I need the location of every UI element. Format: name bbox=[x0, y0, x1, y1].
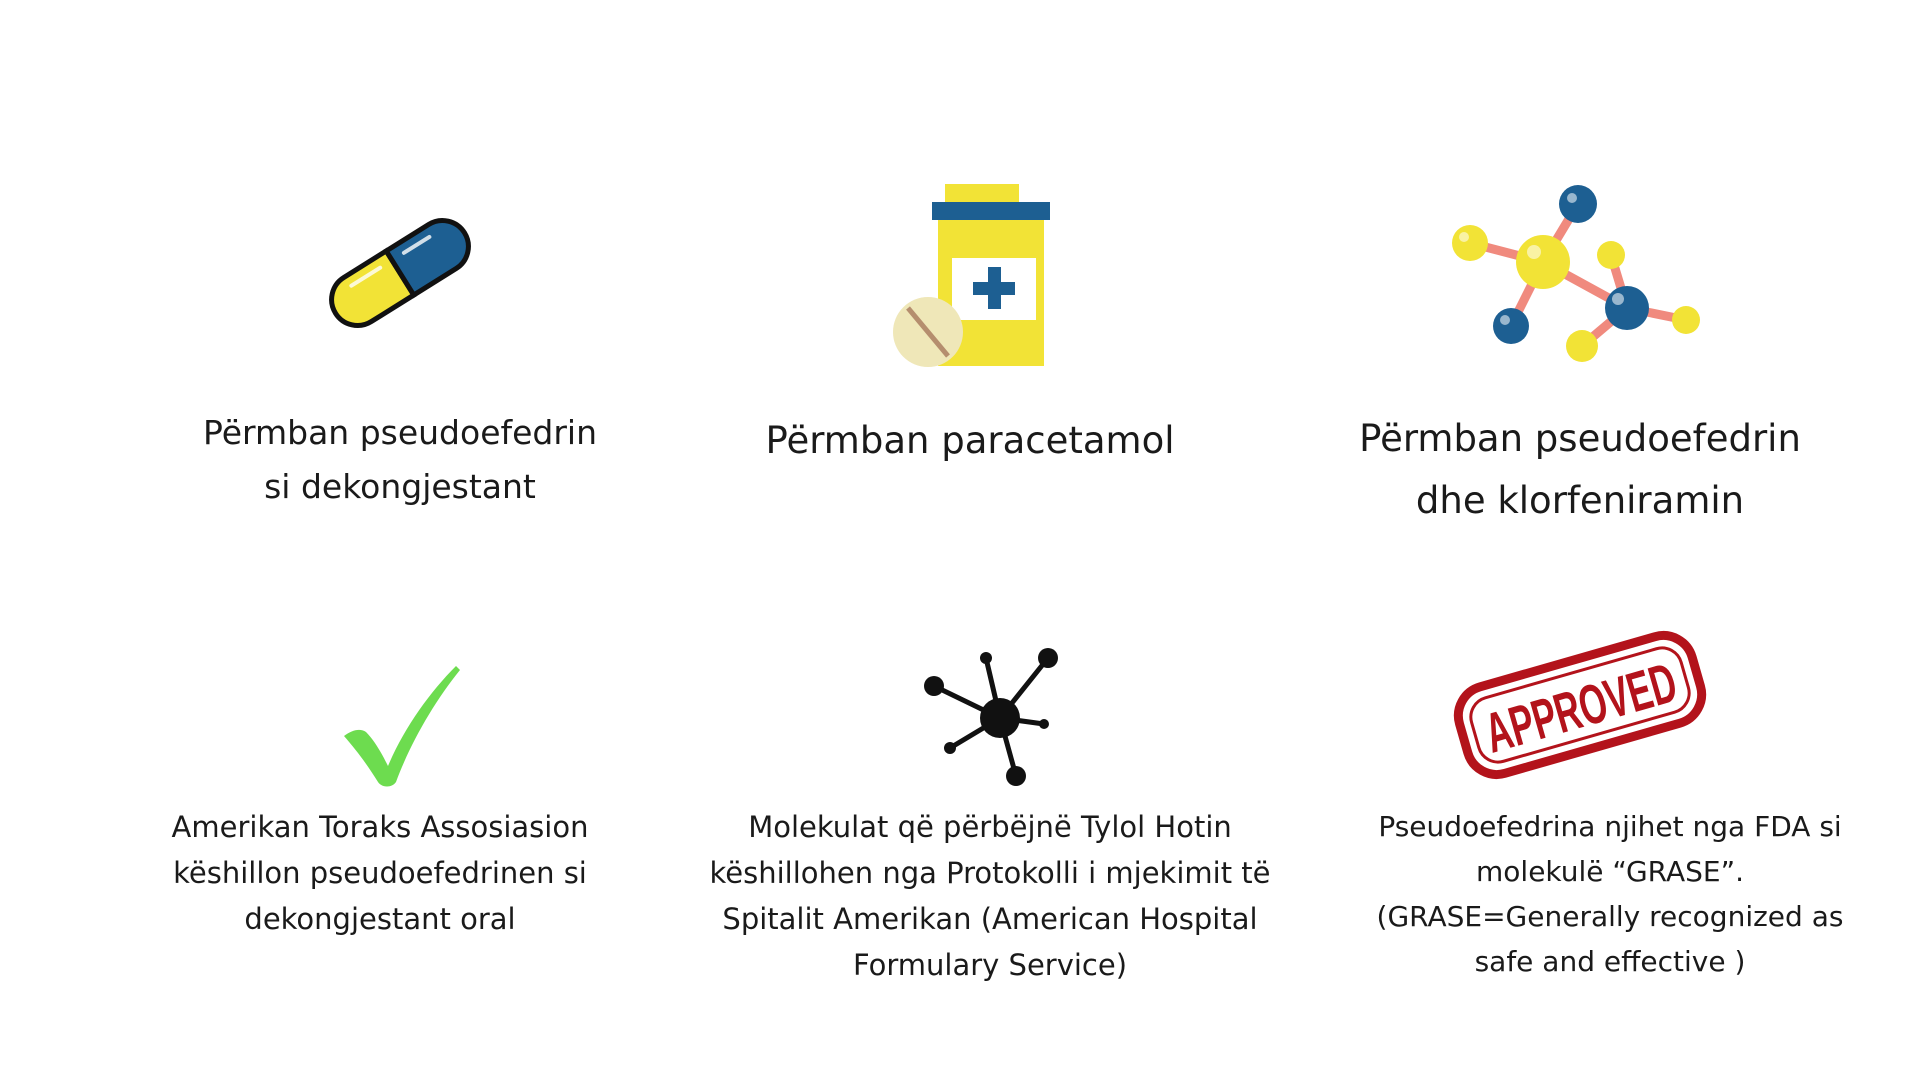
caption-line: Pseudoefedrina njihet nga FDA si bbox=[1378, 810, 1842, 843]
caption-line: këshillohen nga Protokolli i mjekimit të bbox=[709, 856, 1271, 890]
caption-bottle bbox=[705, 410, 1235, 472]
approved-stamp-icon bbox=[1445, 617, 1798, 780]
caption-stamp bbox=[1340, 804, 1880, 984]
molecule-icon bbox=[1450, 180, 1710, 370]
caption-line: molekulë “GRASE”. bbox=[1476, 855, 1744, 888]
caption-line: si dekongjestant bbox=[264, 467, 536, 506]
caption-line: safe and effective ) bbox=[1474, 945, 1746, 978]
checkmark-icon bbox=[338, 658, 462, 788]
caption-line: Përmban paracetamol bbox=[765, 419, 1175, 462]
caption-checkmark bbox=[130, 804, 630, 942]
caption-line: dekongjestant oral bbox=[244, 902, 516, 936]
caption-line: Formulary Service) bbox=[852, 948, 1128, 982]
stamp-text: APPROVED bbox=[1477, 617, 1798, 765]
caption-line: Amerikan Toraks Assosiasion bbox=[171, 810, 589, 844]
caption-line: (GRASE=Generally recognized as bbox=[1376, 900, 1844, 933]
caption-line: Molekulat që përbëjnë Tylol Hotin bbox=[748, 810, 1232, 844]
capsule-icon bbox=[316, 212, 484, 334]
caption-capsule bbox=[160, 406, 640, 514]
caption-network bbox=[670, 804, 1310, 988]
caption-molecule bbox=[1300, 408, 1860, 532]
caption-line: Spitalit Amerikan (American Hospital bbox=[722, 902, 1258, 936]
caption-line: dhe klorfeniramin bbox=[1415, 479, 1745, 522]
caption-line: këshillon pseudoefedrinen si bbox=[173, 856, 587, 890]
caption-line: Përmban pseudoefedrin bbox=[1359, 417, 1801, 460]
network-molecule-icon bbox=[920, 640, 1070, 790]
caption-line: Përmban pseudoefedrin bbox=[202, 413, 598, 452]
medicine-bottle-icon bbox=[890, 180, 1050, 370]
